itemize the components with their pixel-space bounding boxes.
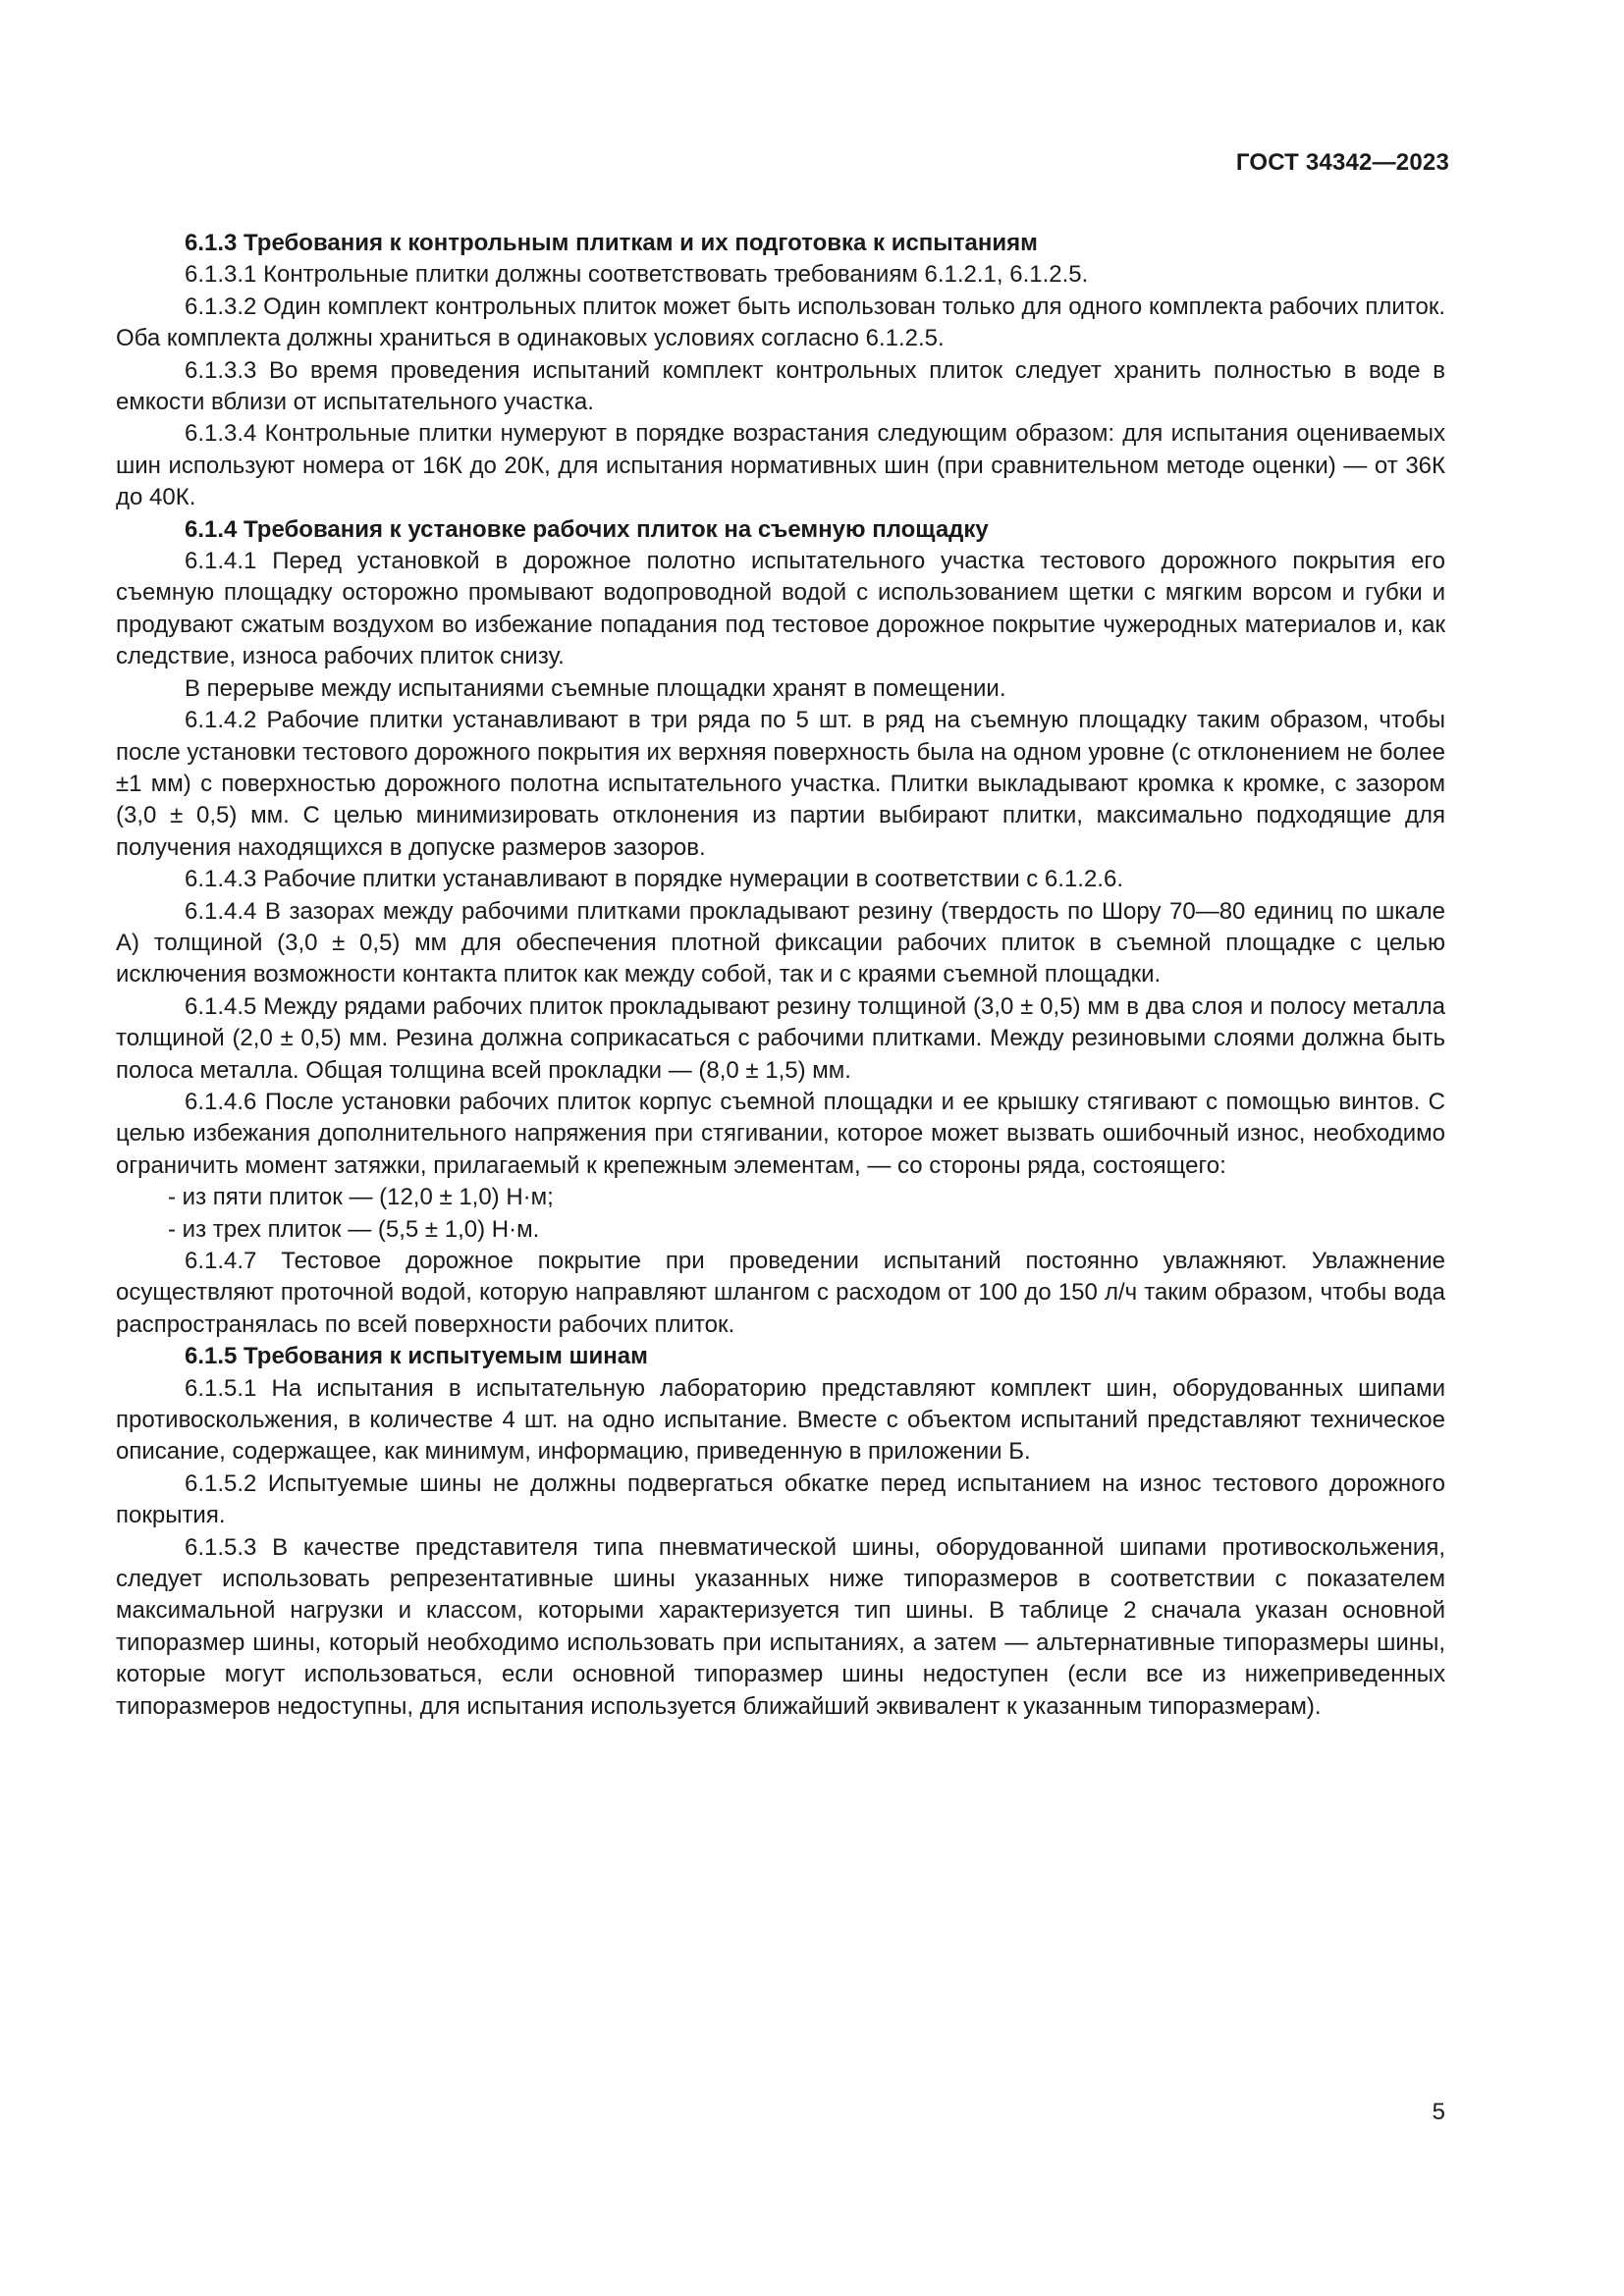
list-item: - из пяти плиток — (12,0 ± 1,0) Н·м; bbox=[168, 1184, 554, 1211]
paragraph: 6.1.4.1 Перед установкой в дорожное полотно испытательного участка тестового дорожного покрытия его съемную площадку осторожно промывают водопроводной водой с использованием щетки с мягким ворсом и губки и продувают сжатым воздухом во избежание попадания под тестовое дорожное покрытие чужеродных материалов и, как следствие, износа рабочих плиток снизу. bbox=[116, 548, 1445, 670]
page-number: 5 bbox=[1432, 2099, 1445, 2125]
paragraph: 6.1.4.5 Между рядами рабочих плиток прокладывают резину толщиной (3,0 ± 0,5) мм в два слоя и полосу металла толщиной (2,0 ± 0,5) мм. Резина должна соприкасаться с рабочими плитками. Между резиновыми слоями должна быть полоса металла. Общая толщина всей прокладки — (8,0 ± 1,5) мм. bbox=[116, 992, 1445, 1084]
paragraph: 6.1.3.4 Контрольные плитки нумеруют в порядке возрастания следующим образом: для испытания оцениваемых шин используют номера от 16К до 20К, для испытания нормативных шин (при сравнительном методе оценки) — от 36К до 40К. bbox=[116, 420, 1445, 511]
document-body bbox=[116, 228, 1445, 1723]
paragraph: 6.1.4.3 Рабочие плитки устанавливают в порядке нумерации в соответствии с 6.1.2.6. bbox=[185, 866, 1123, 893]
list-item: - из трех плиток — (5,5 ± 1,0) Н·м. bbox=[168, 1215, 540, 1243]
paragraph: 6.1.5.1 На испытания в испытательную лабораторию представляют комплект шин, оборудованных шипами противоскольжения, в количестве 4 шт. на одно испытание. Вместе с объектом испытаний представляют техническое описание, содержащее, как минимум, информацию, приведенную в приложении Б. bbox=[116, 1374, 1445, 1466]
paragraph: 6.1.4.4 В зазорах между рабочими плитками прокладывают резину (твердость по Шору 70—80 единиц по шкале А) толщиной (3,0 ± 0,5) мм для обеспечения плотной фиксации рабочих плиток в съемной площадке с целью исключения возможности контакта плиток как между собой, так и с краями съемной площадки. bbox=[116, 897, 1445, 988]
paragraph: 6.1.3.2 Один комплект контрольных плиток может быть использован только для одного комплекта рабочих плиток. Оба комплекта должны храниться в одинаковых условиях согласно 6.1.2.5. bbox=[116, 293, 1445, 352]
section-heading: 6.1.5 Требования к испытуемым шинам bbox=[185, 1343, 648, 1370]
paragraph: 6.1.5.3 В качестве представителя типа пневматической шины, оборудованной шипами противоскольжения, следует использовать репрезентативные шины указанных ниже типоразмеров в соответствии с показателем максимальной нагрузки и классом, которыми характеризуется тип шины. В таблице 2 сначала указан основной типоразмер шины, который необходимо использовать при испытаниях, а затем — альтернативные типоразмеры шины, которые могут использоваться, если основной типоразмер шины недоступен (если все из нижеприведенных типоразмеров недоступны, для испытания используется ближайший эквивалент к указанным типоразмерам). bbox=[116, 1533, 1445, 1720]
paragraph: 6.1.5.2 Испытуемые шины не должны подвергаться обкатке перед испытанием на износ тестового дорожного покрытия. bbox=[116, 1469, 1445, 1529]
section-heading: 6.1.4 Требования к установке рабочих плиток на съемную площадку bbox=[185, 515, 989, 543]
paragraph: В перерыве между испытаниями съемные площадки хранят в помещении. bbox=[185, 674, 1006, 702]
paragraph: 6.1.3.1 Контрольные плитки должны соответствовать требованиям 6.1.2.1, 6.1.2.5. bbox=[185, 261, 1089, 289]
paragraph: 6.1.4.6 После установки рабочих плиток корпус съемной площадки и ее крышку стягивают с помощью винтов. С целью избежания дополнительного напряжения при стягивании, которое может вызвать ошибочный износ, необходимо ограничить момент затяжки, прилагаемый к крепежным элементам, — со стороны ряда, состоящего: bbox=[116, 1088, 1445, 1179]
paragraph: 6.1.4.7 Тестовое дорожное покрытие при проведении испытаний постоянно увлажняют. Увлажнение осуществляют проточной водой, которую направляют шлангом с расходом от 100 до 150 л/ч таким образом, чтобы вода распространялась по всей поверхности рабочих плиток. bbox=[116, 1248, 1445, 1338]
paragraph: 6.1.4.2 Рабочие плитки устанавливают в три ряда по 5 шт. в ряд на съемную площадку таким образом, чтобы после установки тестового дорожного покрытия их верхняя поверхность была на одном уровне (с отклонением не более ±1 мм) с поверхностью дорожного полотна испытательного участка. Плитки выкладывают кромка к кромке, с зазором (3,0 ± 0,5) мм. С целью минимизировать отклонения из партии выбирают плитки, максимально подходящие для получения находящихся в допуске размеров зазоров. bbox=[116, 707, 1445, 861]
paragraph: 6.1.3.3 Во время проведения испытаний комплект контрольных плиток следует хранить полностью в воде в емкости вблизи от испытательного участка. bbox=[116, 356, 1445, 416]
section-heading: 6.1.3 Требования к контрольным плиткам и их подготовка к испытаниям bbox=[185, 230, 1038, 256]
document-header: ГОСТ 34342—2023 bbox=[1235, 149, 1449, 176]
